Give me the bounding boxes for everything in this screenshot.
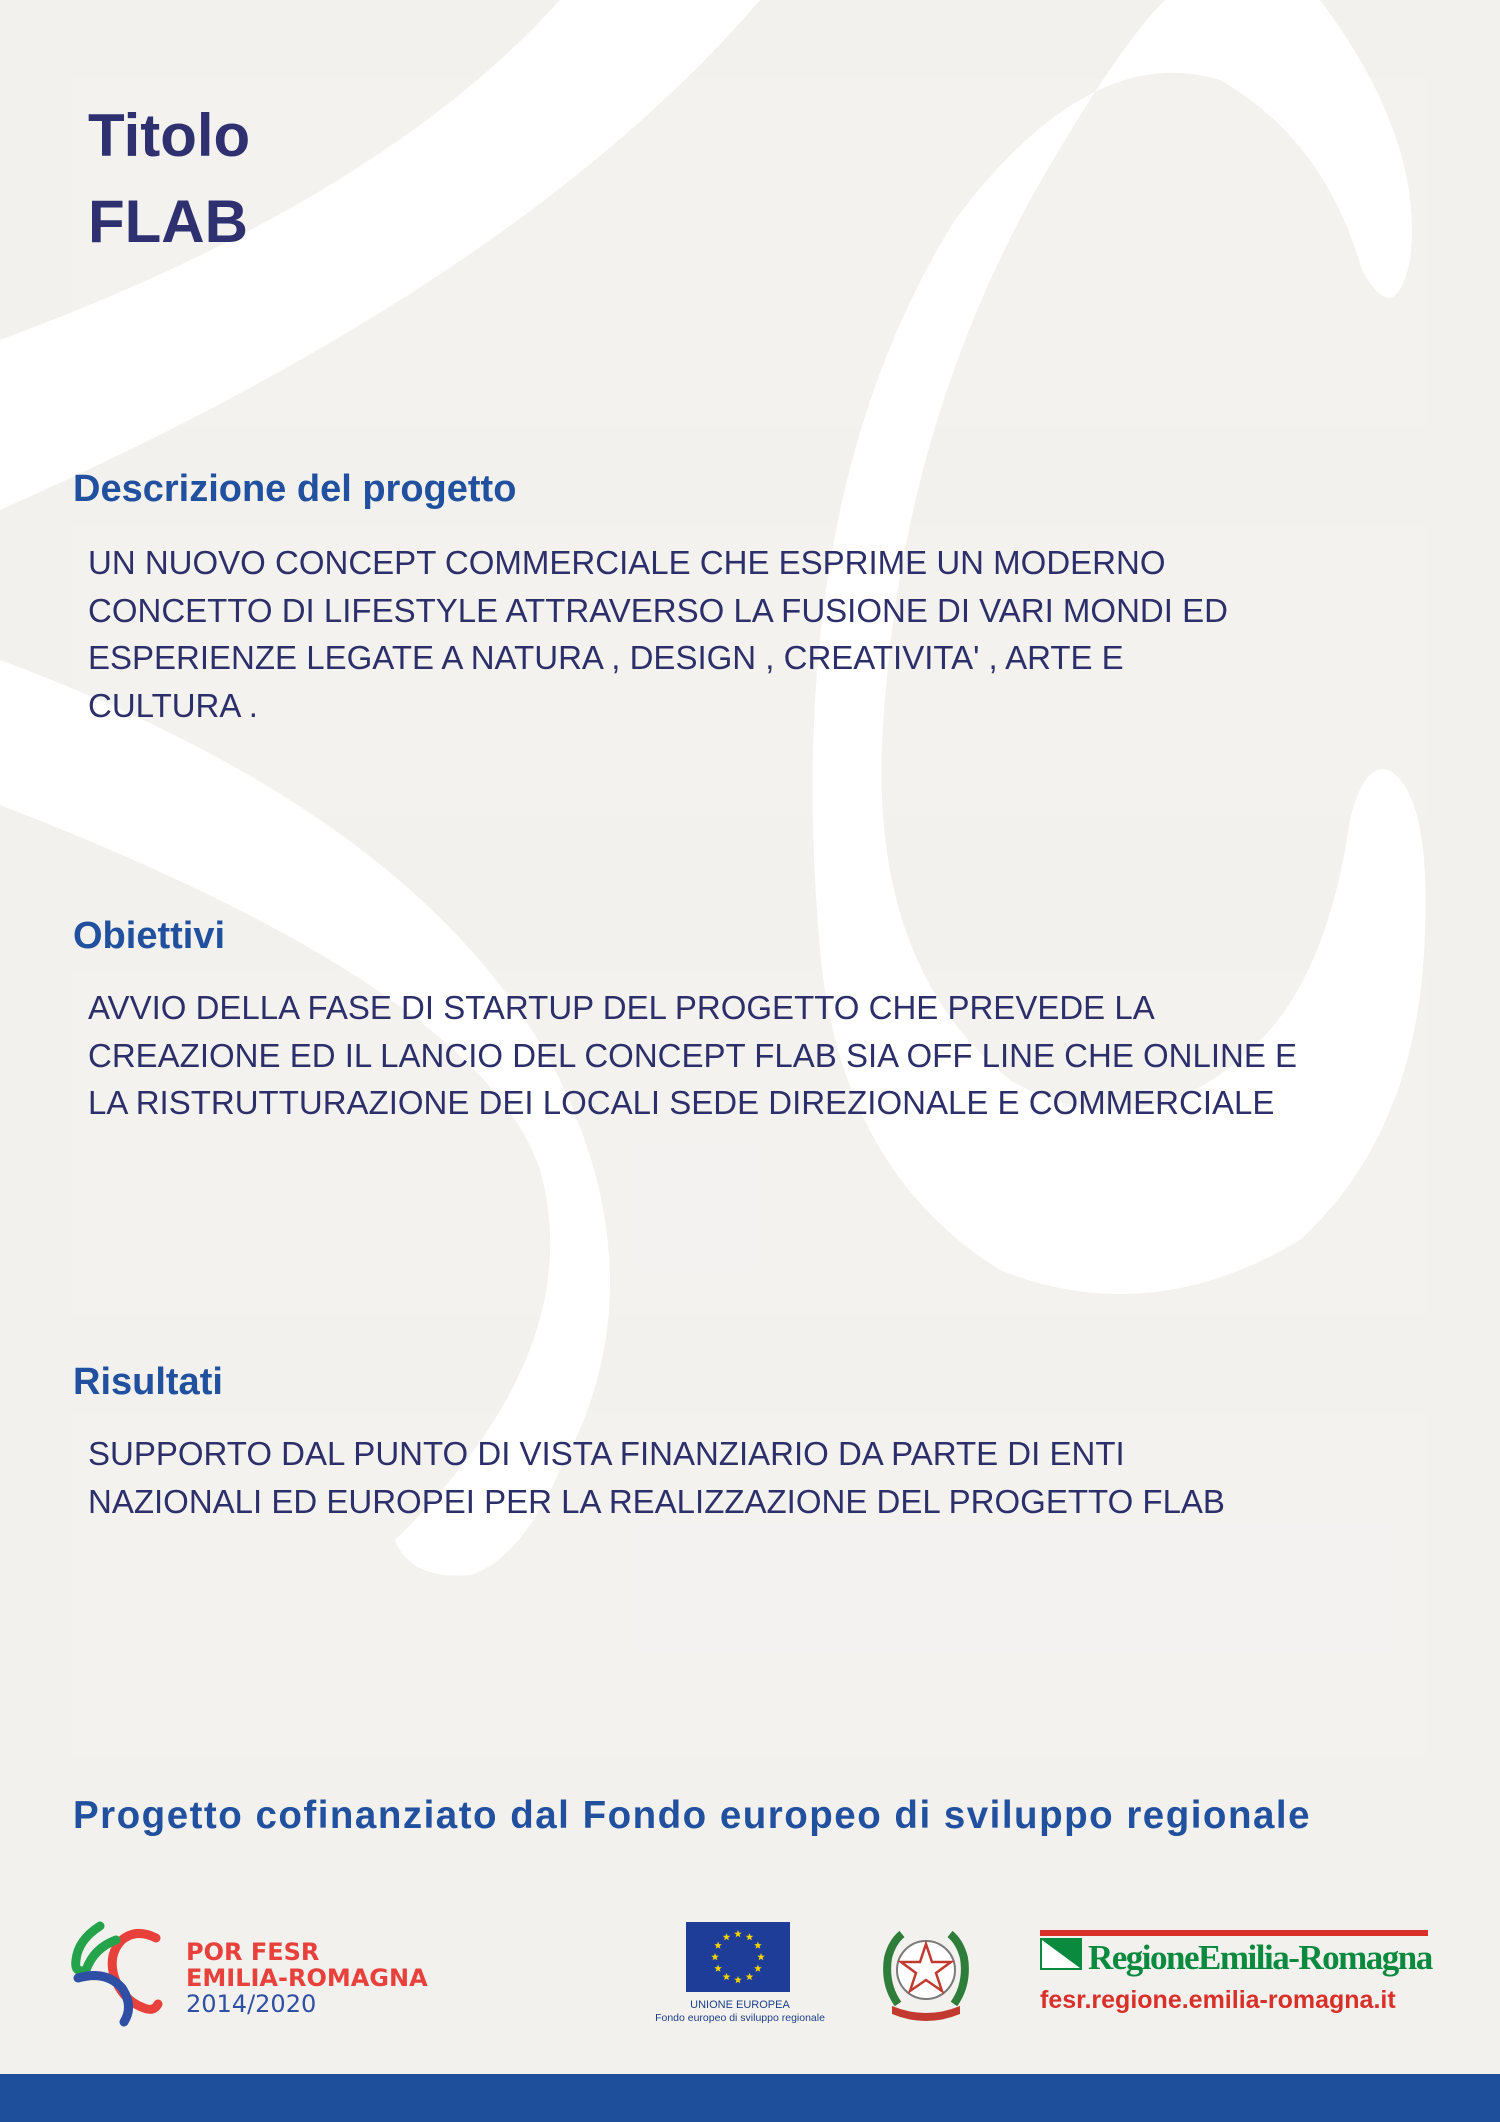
por-fesr-line1: POR FESR: [186, 1938, 320, 1966]
description-line: UN NUOVO CONCEPT COMMERCIALE CHE ESPRIME UN MODERNO: [88, 544, 1166, 581]
footer-bar: [0, 2074, 1500, 2122]
title-label: Titolo: [88, 102, 251, 169]
regione-emilia-romagna-logo: [1040, 1928, 1430, 2020]
results-line: SUPPORTO DAL PUNTO DI VISTA FINANZIARIO DA PARTE DI ENTI: [88, 1435, 1125, 1472]
objectives-line: AVVIO DELLA FASE DI STARTUP DEL PROGETTO CHE PREVEDE LA: [88, 989, 1155, 1026]
results-text: [88, 1430, 1418, 1525]
project-name: FLAB: [88, 188, 248, 255]
por-fesr-line2: EMILIA-ROMAGNA: [186, 1964, 428, 1992]
objectives-line: CREAZIONE ED IL LANCIO DEL CONCEPT FLAB SIA OFF LINE CHE ONLINE E: [88, 1036, 1298, 1074]
italian-republic-emblem-icon: [880, 1924, 972, 2024]
title-panel: [72, 78, 1426, 426]
eu-flag-icon: [686, 1922, 790, 1992]
objectives-text: [88, 984, 1418, 1127]
eu-caption-name: UNIONE EUROPEA: [690, 1999, 790, 2011]
description-text: [88, 539, 1418, 729]
por-fesr-swirl-icon: [70, 1918, 182, 2028]
por-fesr-line3: 2014/2020: [186, 1990, 317, 2018]
cofinanced-statement: Progetto cofinanziato dal Fondo europeo di sviluppo regionale: [73, 1794, 1311, 1837]
regione-website-link[interactable]: fesr.regione.emilia-romagna.it: [1040, 1986, 1396, 2014]
description-line: ESPERIENZE LEGATE A NATURA , DESIGN , CREATIVITA' , ARTE E: [88, 639, 1124, 676]
description-heading: Descrizione del progetto: [73, 468, 517, 510]
results-line: NAZIONALI ED EUROPEI PER LA REALIZZAZIONE DEL PROGETTO FLAB: [88, 1482, 1225, 1520]
eu-caption-fund: Fondo europeo di sviluppo regionale: [655, 2012, 825, 2024]
regione-name: RegioneEmilia-Romagna: [1088, 1938, 1432, 1977]
description-line: CULTURA .: [88, 686, 258, 724]
objectives-heading: Obiettivi: [73, 915, 226, 957]
results-heading: Risultati: [73, 1361, 223, 1403]
eu-logo: [640, 1920, 840, 2030]
description-line: CONCETTO DI LIFESTYLE ATTRAVERSO LA FUSIONE DI VARI MONDI ED: [88, 591, 1228, 629]
objectives-line: LA RISTRUTTURAZIONE DEI LOCALI SEDE DIREZIONALE E COMMERCIALE: [88, 1084, 1275, 1121]
por-fesr-logo: [70, 1918, 428, 2028]
